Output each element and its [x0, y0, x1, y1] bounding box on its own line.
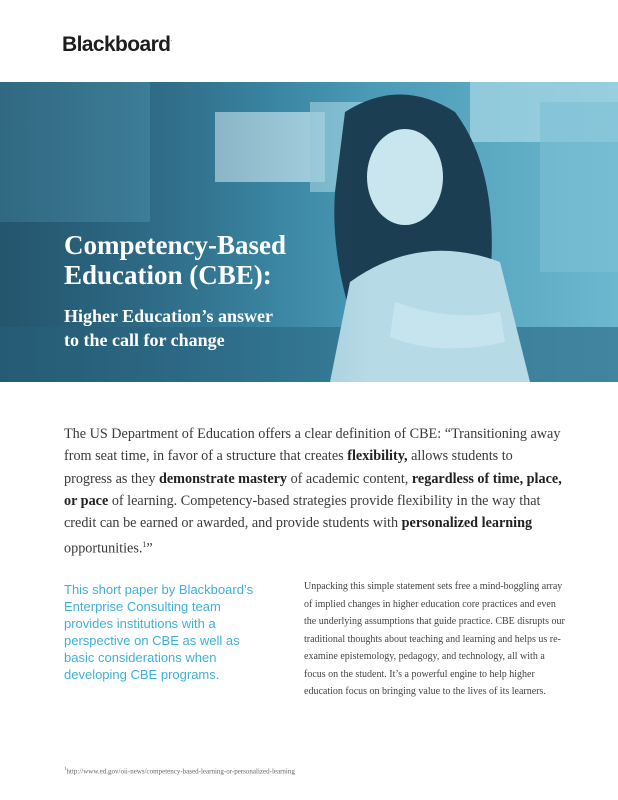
intro-paragraph — [64, 423, 564, 561]
footnote — [64, 765, 464, 776]
hero-title-line2: Education (CBE): — [64, 260, 272, 290]
brand-name: Blackboard — [62, 33, 171, 56]
intro-text: allows students to progress as they — [64, 448, 513, 487]
intro-text: of learning. Competency-based strategies provide flexibility in the way that credit can be earned or awarded, and provide students with — [64, 492, 541, 532]
footnote-link[interactable]: http://www.ed.gov/oii-news/competency-based-learning-or-personalized-learning — [66, 767, 295, 776]
intro-text: The US Department of Education offers a clear definition of CBE: “Transitioning away from seat time, in favor of a structure that creates — [64, 426, 561, 465]
hero-subtitle-line2: to the call for change — [64, 330, 225, 350]
intro-text: ” — [146, 541, 153, 558]
hero-banner — [0, 82, 618, 382]
blackboard-logo — [62, 33, 171, 57]
footnote-number: 1 — [64, 767, 67, 772]
hero-title-line1: Competency-Based — [64, 230, 286, 260]
footnote-marker[interactable]: 1 — [142, 540, 147, 550]
intro-text: opportunities. — [64, 541, 143, 558]
hero-title — [64, 230, 384, 290]
intro-bold: regardless of time, place, or pace — [64, 470, 562, 509]
intro-bold: personalized learning — [401, 515, 533, 532]
body-paragraph: Unpacking this simple statement sets free a mind-boggling array of implied changes in higher education core practices and even the underlying assumptions that guide practice. CBE disrupts our traditional thoughts about teaching and learning and helps us re-examine epistemology, pedagogy, and technology, all with a focus on the student. It’s a powerful engine to help higher education focus on bringing value to the lives of its learners. — [304, 581, 565, 697]
hero-subtitle-line1: Higher Education’s answer — [64, 306, 274, 326]
brand-mark: . — [170, 37, 172, 43]
callout-text: This short paper by Blackboard’s Enterprise Consulting team provides institutions with a perspective on CBE as well as basic considerations when developing CBE programs. — [64, 582, 254, 682]
hero-subtitle — [64, 304, 364, 352]
intro-bold: demonstrate mastery — [158, 470, 288, 487]
intro-text: of academic content, — [287, 470, 412, 487]
intro-bold: flexibility, — [347, 448, 408, 465]
